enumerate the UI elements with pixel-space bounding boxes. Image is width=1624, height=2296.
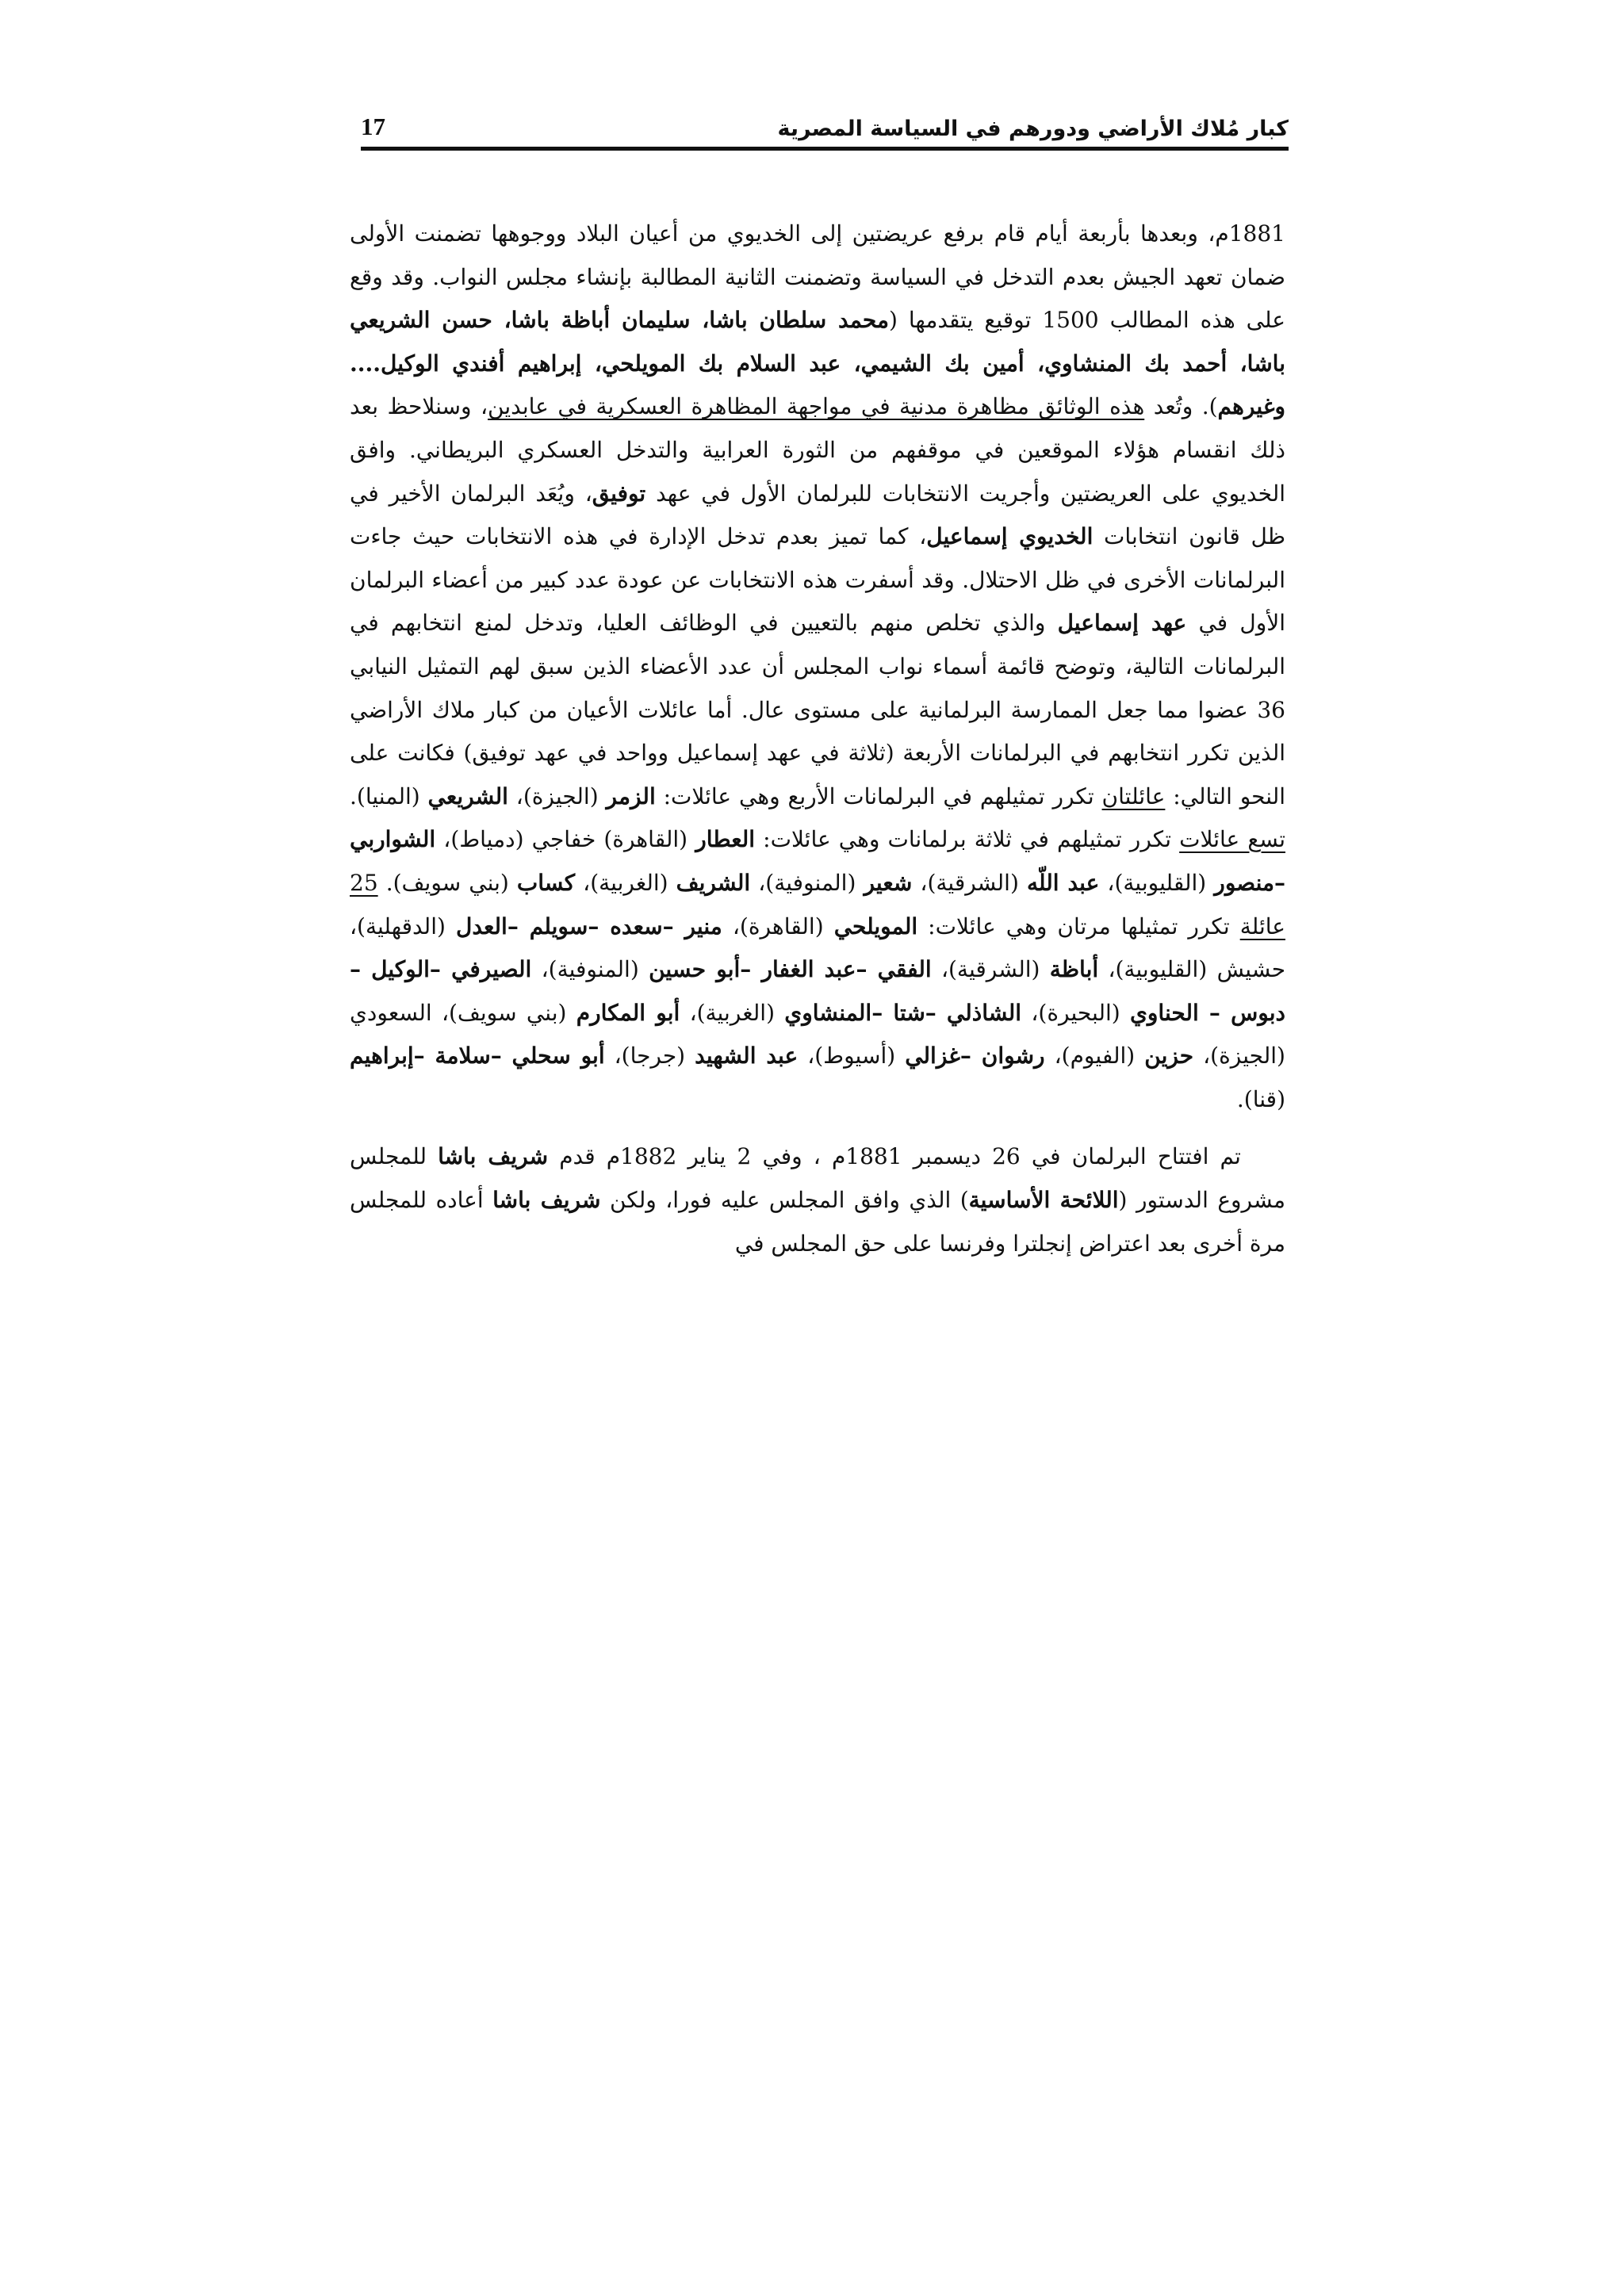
- bold-family-name: أبو سحلي –سلامة –إبراهيم: [350, 1043, 605, 1070]
- text-run: (القاهرة)،: [722, 913, 834, 939]
- bold-family-name: الشريف: [676, 869, 751, 896]
- text-run: (المنيا).: [350, 783, 428, 809]
- bold-family-name: الشريعي: [427, 783, 508, 809]
- text-run: (الجيزة)،: [508, 783, 607, 809]
- bold-name: عهد إسماعيل: [1057, 610, 1187, 637]
- text-run: (جرجا)،: [604, 1043, 695, 1070]
- text-run: ، كما تميز بعدم تدخل الإدارة في هذه الانتخابات حيث جاءت البرلمانات الأخرى في ظل الاحتلال. وقد أسفرت هذه الانتخابات عن عودة عدد كبير من أعضاء البرلمان الأول في: [350, 523, 1286, 637]
- bold-term: اللائحة الأساسية: [968, 1187, 1119, 1214]
- running-header-title: كبار مُلاك الأراضي ودورهم في السياسة المصرية: [777, 117, 1289, 141]
- bold-family-name: حزين: [1144, 1043, 1194, 1070]
- bold-family-name: منير –سعده –سويلم –العدل: [455, 913, 722, 939]
- text-run: 1881م، وبعدها بأربعة أيام قام برفع عريضتين إلى الخديوي من أعيان البلاد ووجوهها تضمنت الأولى ضمان تعهد الجيش بعدم التدخل في السياسة وتضمنت الثانية المطالبة بإنشاء مجلس النواب. وقد وقع على هذه المطالب 1500 توقيع يتقدمها (: [350, 220, 1285, 334]
- bold-family-name: الفقي –عبد الغفار –أبو حسين: [649, 956, 932, 983]
- text-run: (القليوبية)،: [1099, 869, 1215, 896]
- bold-family-name: عبد اللّه: [1026, 869, 1100, 896]
- text-run: (المنوفية)،: [531, 956, 649, 983]
- bold-family-name: الزمر: [606, 783, 656, 809]
- paragraph-1: [350, 212, 1285, 1121]
- page-number: 17: [361, 113, 385, 140]
- underlined-phrase: تسع عائلات: [1179, 826, 1285, 853]
- text-run: (المنوفية)،: [750, 869, 864, 896]
- bold-family-name: أباظة: [1049, 956, 1099, 983]
- bold-family-name: عبد الشهيد: [695, 1043, 799, 1070]
- text-run: (الشرقية)،: [912, 869, 1027, 896]
- paragraph-2: [350, 1135, 1285, 1265]
- bold-family-name: شعير: [864, 869, 913, 896]
- bold-family-name: رشوان –غزالي: [905, 1043, 1045, 1070]
- bold-name: شريف باشا: [492, 1187, 601, 1214]
- text-run: تكرر تمثيلهم في ثلاثة برلمانات وهي عائلات:: [755, 826, 1180, 853]
- text-run: ، ويُعَد البرلمان الأخير في ظل قانون انتخابات: [350, 480, 1285, 550]
- text-run: (الفيوم)،: [1044, 1043, 1145, 1070]
- text-run: (الغربية)،: [575, 869, 676, 896]
- underlined-phrase: عائلتان: [1101, 783, 1166, 809]
- bold-family-name: الشاذلي –شتا –المنشاوي: [784, 999, 1022, 1026]
- bold-family-name: الشواربي –منصور: [350, 826, 1286, 896]
- text-run: ). وتُعد: [1144, 393, 1218, 420]
- running-header: [361, 94, 1289, 141]
- text-run: للمجلس مشروع الدستور (: [350, 1143, 1285, 1214]
- text-run: ) الذي وافق المجلس عليه فورا، ولكن: [600, 1187, 969, 1214]
- text-run: (الشرقية)،: [931, 956, 1050, 983]
- text-run: (الدقهلية)، حشيش (القليوبية)،: [350, 913, 1286, 983]
- text-run: تم افتتاح البرلمان في 26 ديسمبر 1881م ، وفي 2 يناير 1882م قدم: [548, 1143, 1241, 1170]
- text-run: (قنا).: [1236, 1085, 1285, 1112]
- bold-family-name: أبو المكارم: [576, 999, 680, 1026]
- text-run: تكرر تمثيلها مرتان وهي عائلات:: [917, 913, 1240, 939]
- bold-family-name: الصيرفي –الوكيل –دبوس – الحناوي: [350, 956, 1285, 1026]
- body-text: [350, 212, 1285, 1265]
- bold-family-name: كساب: [516, 869, 576, 896]
- text-run: (بني سويف)، السعودي (الجيزة)،: [350, 999, 1285, 1070]
- text-run: ، وسنلاحظ بعد ذلك انقسام هؤلاء الموقعين في موقفهم من الثورة العرابية والتدخل العسكري البريطاني. وافق الخديوي على العريضتين وأجريت الانتخابات للبرلمان الأول في عهد: [350, 393, 1286, 507]
- bold-name: توفيق: [592, 480, 646, 507]
- text-run: (أسيوط)،: [798, 1043, 906, 1070]
- bold-name: شريف باشا: [438, 1143, 549, 1170]
- text-run: (القاهرة) خفاجي (دمياط)،: [435, 826, 696, 853]
- bold-name: الخديوي إسماعيل: [926, 523, 1094, 550]
- text-run: والذي تخلص منهم بالتعيين في الوظائف العليا، وتدخل لمنع انتخابهم في البرلمانات التالية، وتوضح قائمة أسماء نواب المجلس أن عدد الأعضاء الذين سبق لهم التمثيل النيابي 36 عضوا مما جعل الممارسة البرلمانية على مستوى عال. أما عائلات الأعيان من كبار ملاك الأراضي الذين تكرر انتخابهم في البرلمانات الأربعة (ثلاثة في عهد إسماعيل وواحد في عهد توفيق) فكانت على النحو التالي:: [350, 610, 1286, 809]
- bold-family-name: العطار: [695, 826, 756, 853]
- underlined-phrase: هذه الوثائق مظاهرة مدنية في مواجهة المظاهرة العسكرية في عابدين: [488, 393, 1145, 420]
- text-run: أعاده للمجلس مرة أخرى بعد اعتراض إنجلترا وفرنسا على حق المجلس في: [350, 1187, 1285, 1257]
- header-divider: [361, 147, 1289, 151]
- underlined-phrase: 25 عائلة: [350, 869, 1285, 939]
- text-run: (الغربية)،: [680, 999, 785, 1026]
- text-run: (البحيرة)،: [1021, 999, 1130, 1026]
- text-run: تكرر تمثيلهم في البرلمانات الأربع وهي عائلات:: [655, 783, 1102, 809]
- bold-family-name: المويلحي: [833, 913, 918, 939]
- bold-names-signatories: محمد سلطان باشا، سليمان أباظة باشا، حسن الشريعي باشا، أحمد بك المنشاوي، أمين بك الشيمي، عبد السلام بك المويلحي، إبراهيم أفندي الوكيل.... وغيرهم: [350, 307, 1285, 420]
- text-run: (بني سويف).: [377, 869, 517, 896]
